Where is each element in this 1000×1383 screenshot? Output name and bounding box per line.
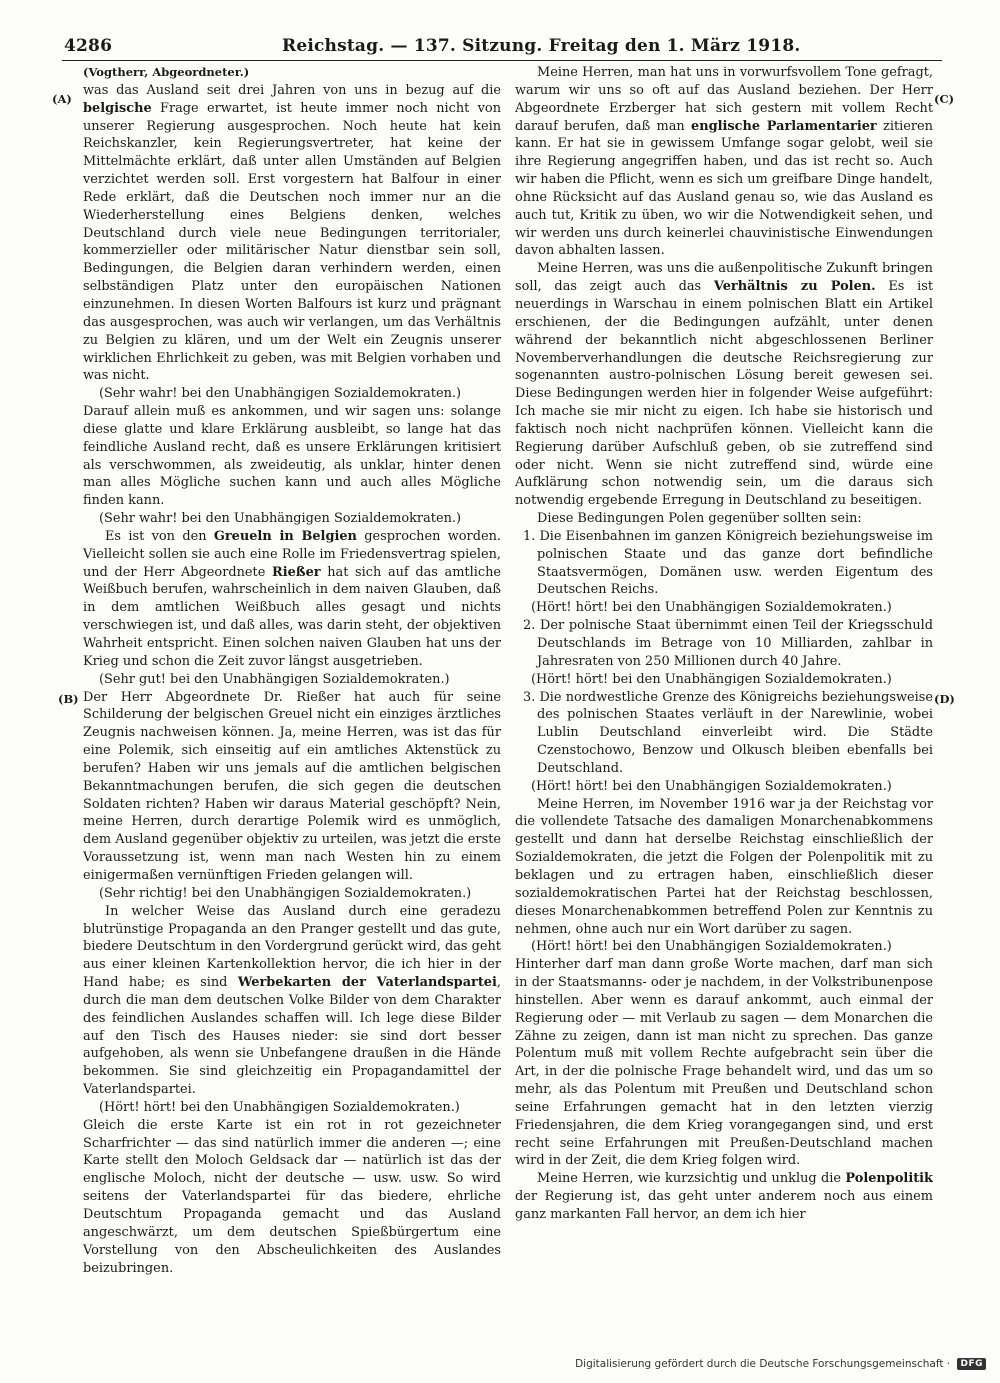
interjection: (Sehr wahr! bei den Unabhängigen Sozialdemokraten.) xyxy=(99,511,462,527)
interjection: (Sehr gut! bei den Unabhängigen Sozialdemokraten.) xyxy=(99,671,450,687)
digitization-footer xyxy=(575,1358,986,1376)
paragraph: In welcher Weise das Ausland durch eine geradezu blutrünstige Propaganda an den Pranger gestellt und das gute, biedere Deutschtum in den Vordergrund gerückt wird, das geht aus einer kleinen Kartenkollektion hervor, die ich hier in der Hand habe; es sind Werbekarten der Vaterlandspartei, durch die man dem deutschen Volke Bilder von dem Charakter des feindlichen Auslandes schaffen will. Ich lege diese Bilder auf den Tisch des Hauses nieder: sie sind dort besser aufgehoben, als wenn sie Unbefangene draußen in die Hände bekommen. Sie sind gleichzeitig ein Propagandamittel der Vaterlandspartei. xyxy=(83,903,501,1098)
paragraph: Meine Herren, im November 1916 war ja der Reichstag vor die vollendete Tatsache des damaligen Monarchenabkommens gestellt und dann hat derselbe Reichstag einschließlich der Sozialdemokraten, die jetzt die Folgen der Polenpolitik mit zu beklagen und zu ertragen haben, einschließlich dieser sozialdemokratischen Partei hat der Reichstag beschlossen, dieses Monarchenabkommen betreffend Polen zur Kenntnis zu nehmen, ohne auch nur ein Wort darüber zu sagen. xyxy=(515,796,933,937)
paragraph: Meine Herren, man hat uns in vorwurfsvollem Tone gefragt, warum wir uns so oft auf das Ausland beziehen. Der Herr Abgeordnete Erzberger hat sich gestern mit vollem Recht darauf berufen, daß man englische Parlamentarier zitieren kann. Er hat sie in gewissem Umfange sogar gelobt, weil sie ihre Regierung angegriffen haben, und das ist recht so. Auch wir haben die Pflicht, wenn es sich um greifbare Dinge handelt, ohne Rücksicht auf das Ausland genau so, wie das Ausland es auch tut, Kritik zu üben, wo wir die Notwendigkeit sehen, und wir werden uns durch keinerlei chauvinistische Einwendungen davon abhalten lassen. xyxy=(515,65,933,259)
speaker-label: (Vogtherr, Abgeordneter.) xyxy=(83,65,250,79)
margin-marker-b: (B) xyxy=(58,692,79,706)
paragraph: Darauf allein muß es ankommen, und wir sagen uns: solange diese glatte und klare Erklärung ausbleibt, so lange hat das feindliche Ausland recht, daß es unsere Erklärungen kritisiert als verschwommen, als zweideutig, als unklar, hinter denen man alles Mögliche suchen kann und auch alles Mögliche finden kann. xyxy=(83,404,501,509)
interjection: (Sehr wahr! bei den Unabhängigen Sozialdemokraten.) xyxy=(99,386,462,402)
list-item: 1. Die Eisenbahnen im ganzen Königreich beziehungsweise im polnischen Staate und das ganze dort befindliche Staatsvermögen, Domänen usw. werden Eigentum des Deutschen Reichs. xyxy=(523,528,933,598)
margin-marker-c: (C) xyxy=(934,92,955,106)
interjection: (Hört! hört! bei den Unabhängigen Sozialdemokraten.) xyxy=(531,939,892,955)
footer-text: Digitalisierung gefördert durch die Deutsche Forschungsgemeinschaft · xyxy=(575,1358,951,1370)
paragraph: Hinterher darf man dann große Worte machen, darf man sich in der Staatsmanns- oder je nachdem, in der Volkstribunenpose hinstellen. Aber wenn es darauf ankommt, auch einmal der Regierung oder — mit Verlaub zu sagen — dem Monarchen die Zähne zu zeigen, dann ist man nicht zu sprechen. Das ganze Polentum muß mit vollem Rechte aufgebracht sein über die Art, in der die polnische Frage behandelt wird, und das um so mehr, als das Polentum mit Preußen und Deutschland schon seine Erfahrungen gemacht hat in den letzten vierzig Friedensjahren, die dem Krieg vorangegangen sind, und erst recht seine Erfahrungen mit Preußen-Deutschland machen wird in der Zeit, die dem Krieg folgen wird. xyxy=(515,957,933,1169)
list-item: 2. Der polnische Staat übernimmt einen Teil der Kriegsschuld Deutschlands im Betrage von 10 Milliarden, zahlbar in Jahresraten von 250 Millionen durch 40 Jahre. xyxy=(523,618,933,669)
interjection: (Sehr richtig! bei den Unabhängigen Sozialdemokraten.) xyxy=(99,885,472,901)
paragraph: Gleich die erste Karte ist ein rot in rot gezeichneter Scharfrichter — das sind natürlich immer die anderen —; eine Karte stellt den Moloch Geldsack dar — natürlich ist das der englische Moloch, nicht der deutsche — usw. usw. So wird seitens der Vaterlandspartei für das biedere, ehrliche Deutschtum Propaganda gemacht und das Ausland angeschwärzt, um dem deutschen Spießbürgertum eine Vorstellung von den Abscheulichkeiten des Auslandes beizubringen. xyxy=(83,1117,501,1276)
paragraph: Der Herr Abgeordnete Dr. Rießer hat auch für seine Schilderung der belgischen Greuel nicht ein einziges ärztliches Zeugnis nachweisen können. Ja, meine Herren, was ist das für eine Polemik, sich einseitig auf ein amtliches Aktenstück zu berufen? Haben wir uns jemals auf die amtlichen belgischen Bekanntmachungen berufen, die sich gegen die deutschen Soldaten richten? Haben wir daraus Material geschöpft? Nein, meine Herren, durch derartige Polemik wird es unmöglich, dem Ausland gegenüber objektiv zu urteilen, was jetzt die erste Voraussetzung ist, wenn man nach Westen hin zu einem einigermaßen vernünftigen Frieden gelangen will. xyxy=(83,689,501,883)
interjection: (Hört! hört! bei den Unabhängigen Sozialdemokraten.) xyxy=(99,1099,460,1115)
paragraph: Es ist von den Greueln in Belgien gesprochen worden. Vielleicht sollen sie auch eine Rolle im Friedensvertrag spielen, und der Herr Abgeordnete Rießer hat sich auf das amtliche Weißbuch berufen, wahrscheinlich in dem naiven Glauben, daß in dem amtlichen Weißbuch alles gesagt und nichts verschwiegen ist, und daß alles, was darin steht, der objektiven Wahrheit entspricht. Einen solchen naiven Glauben hat uns der Krieg und schon die Zeit zuvor längst ausgetrieben. xyxy=(83,528,501,669)
interjection: (Hört! hört! bei den Unabhängigen Sozialdemokraten.) xyxy=(531,778,892,794)
right-column xyxy=(515,64,933,1302)
margin-marker-d: (D) xyxy=(934,692,955,706)
paragraph: Meine Herren, was uns die außenpolitische Zukunft bringen soll, das zeigt auch das Verhältnis zu Polen. Es ist neuerdings in Warschau in einem polnischen Blatt ein Artikel erschienen, der die Bedingungen aufzählt, unter denen während der bekanntlich nicht abgeschlossenen Berliner Novemberverhandlungen die deutsche Reichsregierung zur sogenannten austro-polnischen Lösung bereit gewesen sei. Diese Bedingungen werden hier in folgender Weise aufgeführt: Ich mache sie mir nicht zu eigen. Ich habe sie historisch und faktisch noch nicht nachprüfen können. Vielleicht kann die Regierung darüber Aufschluß geben, ob sie zutreffend sind oder nicht. Wenn sie nicht zutreffend sind, würde eine Aufklärung schon notwendig sein, um die daraus sich notwendig ergebende Erregung in Deutschland zu beseitigen. xyxy=(515,261,933,509)
interjection: (Hört! hört! bei den Unabhängigen Sozialdemokraten.) xyxy=(531,671,892,687)
list-item: 3. Die nordwestliche Grenze des Königreichs beziehungsweise des polnischen Staates verläuft in der Narewlinie, wobei Lublin Deutschland einverleibt wird. Die Städte Czenstochowo, Benzow und Olkusch bleiben ebenfalls bei Deutschland. xyxy=(523,689,933,776)
paragraph: Diese Bedingungen Polen gegenüber sollten sein: xyxy=(537,511,862,527)
page-number: 4286 xyxy=(64,36,113,56)
paragraph: was das Ausland seit drei Jahren von uns in bezug auf die belgische Frage erwartet, ist heute immer noch nicht von unserer Regierung ausgesprochen. Noch heute hat kein Reichskanzler, kein Regierungsvertreter, hat keine der Mittelmächte erklärt, daß unter allen Umständen auf Belgien verzichtet werden soll. Erst vorgestern hat Balfour in einer Rede erklärt, daß die Deutschen noch immer nur an die Wiederherstellung eines Belgiens denken, welches Deutschland durch viele neue Bedingungen territorialer, kommerzieller oder militärischer Natur dienstbar sein soll, Bedingungen, die Belgien daran verhindern werden, einen selbständigen Platz unter den europäischen Nationen einzunehmen. In diesen Worten Balfours ist kurz und prägnant das ausgesprochen, was auch wir verlangen, um das Verhältnis zu Belgien zu klären, und um der Welt ein Zeugnis unserer wirklichen Ehrlichkeit zu geben, was mit Belgien vorhaben und was nicht. xyxy=(83,82,501,384)
paragraph: Meine Herren, wie kurzsichtig und unklug die Polenpolitik der Regierung ist, das geht unter anderem noch aus einem ganz markanten Fall hervor, an dem ich hier xyxy=(515,1171,933,1222)
dfg-logo-icon: DFG xyxy=(957,1358,986,1370)
left-column xyxy=(83,64,501,1302)
page-header xyxy=(62,34,942,61)
running-title: Reichstag. — 137. Sitzung. Freitag den 1. März 1918. xyxy=(282,36,801,56)
interjection: (Hört! hört! bei den Unabhängigen Sozialdemokraten.) xyxy=(531,600,892,616)
margin-marker-a: (A) xyxy=(52,92,72,106)
